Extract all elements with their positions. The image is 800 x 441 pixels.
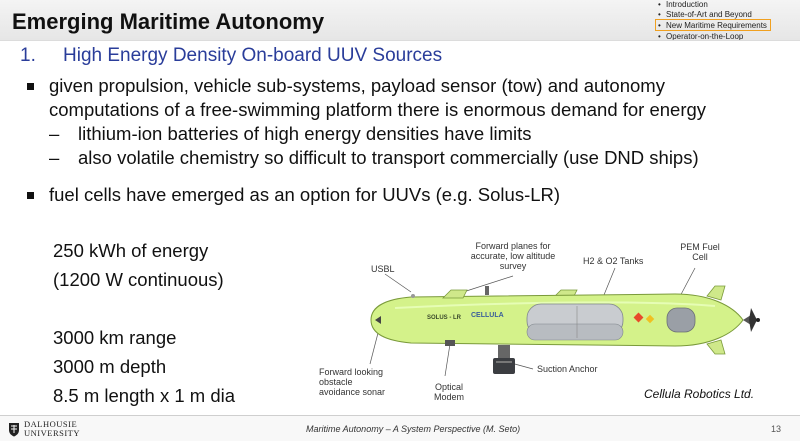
bullet-fuel-cells <box>23 183 793 207</box>
spec-list <box>53 236 235 410</box>
square-bullet-icon <box>27 83 34 90</box>
dash-bullet-icon: – <box>49 147 60 168</box>
label-forward-planes: Forward planes for accurate, low altitude survey <box>470 241 556 271</box>
nav-item-label: Operator-on-the-Loop <box>666 31 744 41</box>
section-heading <box>20 45 442 67</box>
spec-dimensions: 8.5 m length x 1 m dia <box>53 385 236 406</box>
label-suction-anchor: Suction Anchor <box>537 364 598 374</box>
sub-bullet-lithium <box>23 122 793 146</box>
usbl-sensor <box>411 294 415 298</box>
spec-continuous-power: (1200 W continuous) <box>53 269 224 290</box>
footer <box>0 416 800 441</box>
cellula-brand-label: CELLULA <box>471 312 504 319</box>
nav-item-label: State-of-Art and Beyond <box>666 9 752 19</box>
bullet-text-line-2: computations of a free-swimming platform there is enormous demand for energy <box>49 99 707 120</box>
sub-bullet-text: lithium-ion batteries of high energy densities have limits <box>78 123 532 144</box>
nav-item-introduction[interactable] <box>656 0 771 9</box>
usbl-mast <box>485 286 489 295</box>
suction-anchor <box>493 345 515 374</box>
bullet-energy-demand <box>23 74 793 122</box>
h2-o2-tanks <box>527 304 623 340</box>
slide-title: Emerging Maritime Autonomy <box>12 9 325 34</box>
sub-bullet-text: also volatile chemistry so difficult to transport commercially (use DND ships) <box>78 147 699 168</box>
nav-item-label: Introduction <box>666 0 708 9</box>
image-credit: Cellula Robotics Ltd. <box>644 387 755 401</box>
spec-range: 3000 km range <box>53 327 177 348</box>
bullet-dot-icon: • <box>658 0 661 9</box>
footer-caption: Maritime Autonomy – A System Perspective (M. Seto) <box>306 424 521 434</box>
bullet-text: fuel cells have emerged as an option for UUVs (e.g. Solus-LR) <box>49 184 561 205</box>
spec-energy: 250 kWh of energy <box>53 240 209 261</box>
dalhousie-logo <box>8 420 80 438</box>
sub-bullet-volatile <box>23 146 793 170</box>
bullet-dot-icon: • <box>658 9 661 19</box>
hull-model-label: SOLUS - LR <box>427 315 461 321</box>
logo-wordmark: DALHOUSIE UNIVERSITY <box>24 419 80 438</box>
header-divider <box>0 40 800 41</box>
label-forward-sonar: Forward looking obstacle avoidance sonar <box>319 367 386 397</box>
nav-item-state-of-art[interactable] <box>656 9 771 19</box>
nav-item-label: New Maritime Requirements <box>666 20 767 30</box>
crest-icon <box>8 422 20 437</box>
uuv-diagram <box>315 236 780 411</box>
label-h2-o2-tanks: H2 & O2 Tanks <box>583 256 644 266</box>
section-nav <box>656 0 771 41</box>
label-pem-fuel-cell: PEM Fuel Cell <box>680 242 720 262</box>
dash-bullet-icon: – <box>49 123 60 144</box>
propeller <box>743 308 760 332</box>
bullet-dot-icon: • <box>658 20 661 30</box>
label-usbl: USBL <box>371 264 395 274</box>
section-number: 1. <box>20 45 36 66</box>
optical-modem <box>445 340 455 346</box>
page-number: 13 <box>771 424 782 434</box>
bullet-text-line-1: given propulsion, vehicle sub-systems, payload sensor (tow) and autonomy <box>49 75 665 96</box>
section-title: High Energy Density On-board UUV Sources <box>63 45 443 66</box>
square-bullet-icon <box>27 192 34 199</box>
label-optical-modem: Optical Modem <box>433 382 464 402</box>
pem-fuel-cell <box>667 308 695 332</box>
forward-planes <box>443 290 467 298</box>
bullet-list <box>23 74 793 207</box>
spec-depth: 3000 m depth <box>53 356 167 377</box>
bullet-dot-icon: • <box>658 31 661 41</box>
nav-item-new-maritime-requirements[interactable] <box>655 19 771 31</box>
